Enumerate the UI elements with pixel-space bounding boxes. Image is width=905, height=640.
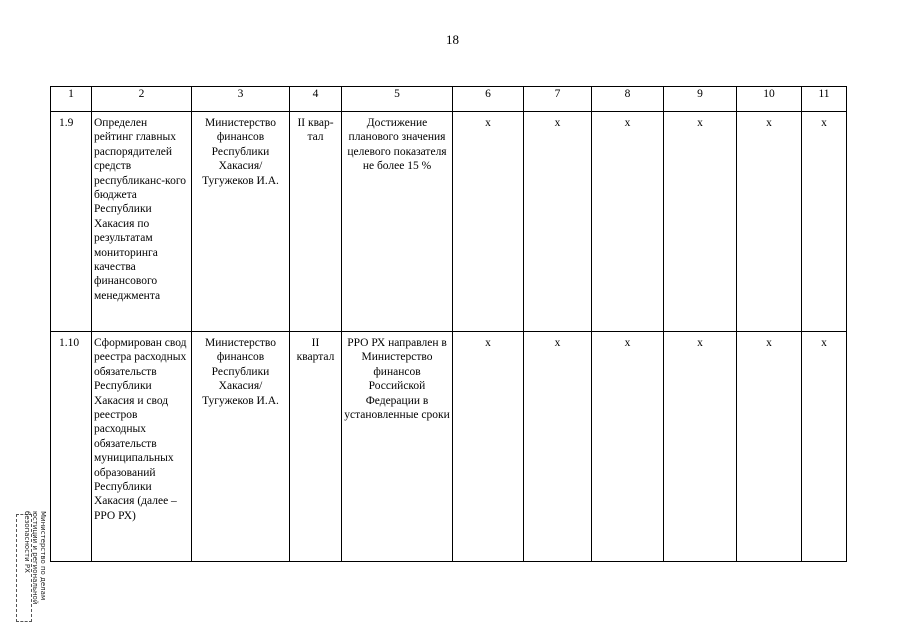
- row-responsible: Министерство финансов Республики Хакасия/ Тугужеков И.А.: [192, 112, 290, 332]
- row-cell-6: x: [453, 112, 524, 332]
- stamp-line: Министерство по делам: [39, 511, 47, 601]
- row-cell-6: x: [453, 332, 524, 562]
- header-cell: 9: [664, 87, 737, 112]
- row-result: Достижение планового значения целевого показателя не более 15 %: [342, 112, 453, 332]
- row-cell-9: x: [664, 332, 737, 562]
- row-cell-10: x: [737, 332, 802, 562]
- header-cell: 7: [524, 87, 592, 112]
- header-cell: 6: [453, 87, 524, 112]
- row-cell-11: x: [802, 112, 847, 332]
- row-responsible: Министерство финансов Республики Хакасия/ Тугужеков И.А.: [192, 332, 290, 562]
- row-cell-7: x: [524, 112, 592, 332]
- header-cell: 1: [51, 87, 92, 112]
- plan-table: [50, 86, 847, 562]
- stamp-text: [23, 511, 47, 629]
- row-cell-11: x: [802, 332, 847, 562]
- row-cell-10: x: [737, 112, 802, 332]
- page-number: 18: [446, 32, 459, 47]
- header-cell: 3: [192, 87, 290, 112]
- header-cell: 5: [342, 87, 453, 112]
- row-description: Сформирован свод реестра расходных обязательств Республики Хакасия и свод реестров расходных обязательств муниципальных образований Республики Хакасия (далее – РРО РХ): [92, 332, 192, 562]
- row-result: РРО РХ направлен в Министерство финансов Российской Федерации в установленные сроки: [342, 332, 453, 562]
- row-number: 1.9: [51, 112, 92, 332]
- stamp-line: юстиции и региональной: [31, 511, 39, 605]
- row-description: Определен рейтинг главных распорядителей средств республиканс-кого бюджета Республики Хакасия по результатам мониторинга качества финансового менеджмента: [92, 112, 192, 332]
- stamp-line: безопасности РХ: [23, 511, 31, 573]
- row-cell-8: x: [592, 112, 664, 332]
- row-number: 1.10: [51, 332, 92, 562]
- header-cell: 8: [592, 87, 664, 112]
- header-row: [51, 87, 847, 112]
- row-cell-8: x: [592, 332, 664, 562]
- header-cell: 11: [802, 87, 847, 112]
- header-cell: 4: [290, 87, 342, 112]
- row-term: II квар-тал: [290, 112, 342, 332]
- registration-stamp: [16, 508, 52, 624]
- table-row: [51, 112, 847, 332]
- row-term: II квартал: [290, 332, 342, 562]
- header-cell: 10: [737, 87, 802, 112]
- header-cell: 2: [92, 87, 192, 112]
- row-cell-7: x: [524, 332, 592, 562]
- row-cell-9: x: [664, 112, 737, 332]
- table-row: [51, 332, 847, 562]
